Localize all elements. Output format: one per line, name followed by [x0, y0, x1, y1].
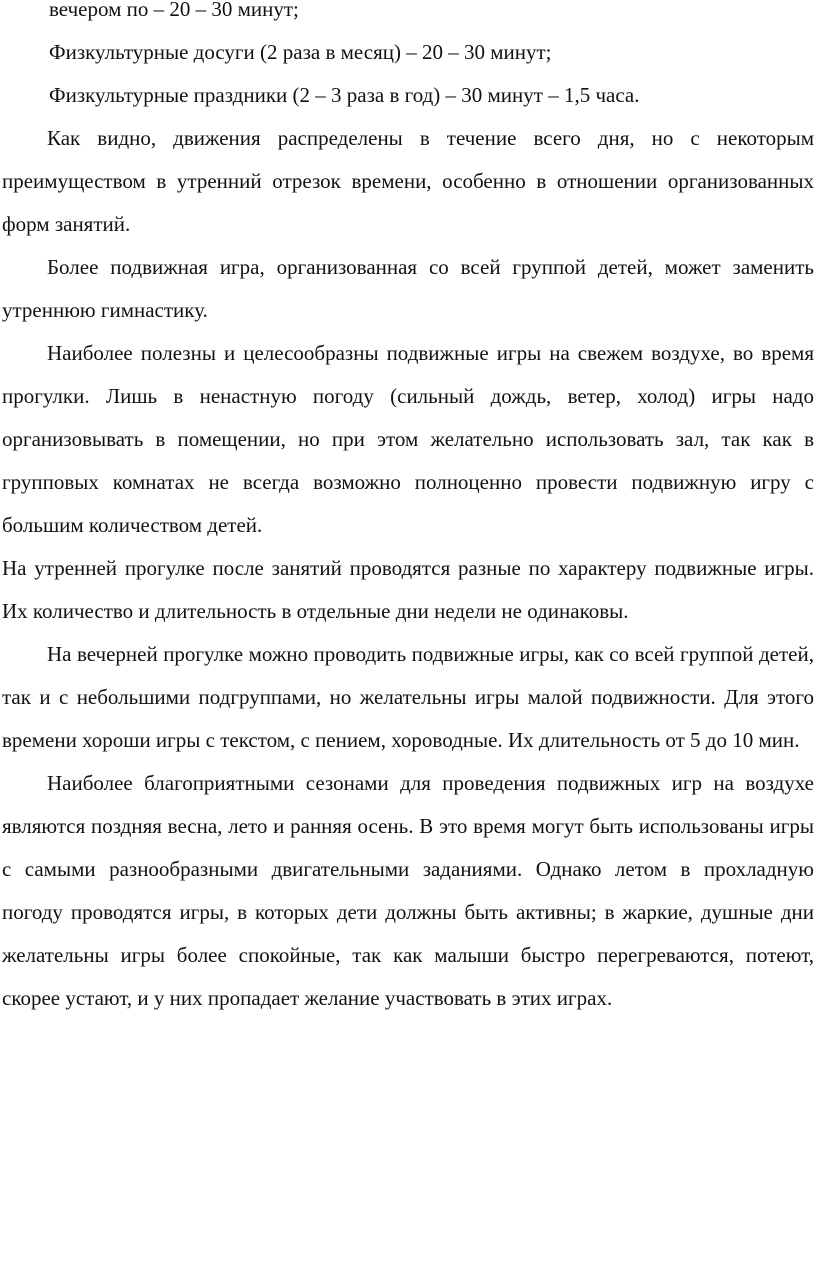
paragraph-outdoor-games: Наиболее полезны и целесообразны подвижные игры на свежем воздухе, во время прогулки. Лишь в ненастную погоду (сильный дождь, ветер, холод) игры надо организовывать в помещении, но при этом желательно использовать зал, так как в групповых комнатах не всегда возможно полноценно провести подвижную игру с большим количеством детей. [2, 341, 814, 537]
paragraph-seasons: Наиболее благоприятными сезонами для проведения подвижных игр на воздухе являются поздняя весна, лето и ранняя осень. В это время могут быть использованы игры с самыми разнообразными двигательными заданиями. Однако летом в прохладную погоду проводятся игры, в которых дети должны быть активны; в жаркие, душные дни желательны игры более спокойные, так как малыши быстро перегреваются, потеют, скорее устают, и у них пропадает желание участвовать в этих играх. [2, 771, 814, 1010]
list-line-leisure: Физкультурные досуги (2 раза в месяц) – 20 – 30 минут; [49, 40, 552, 64]
list-line-holidays: Физкультурные праздники (2 – 3 раза в год) – 30 минут – 1,5 часа. [49, 83, 640, 107]
list-line-evening: вечером по – 20 – 30 минут; [49, 0, 299, 21]
paragraph-morning-walk: На утренней прогулке после занятий проводятся разные по характеру подвижные игры. Их количество и длительность в отдельные дни недели не одинаковы. [2, 556, 814, 623]
paragraph-evening-walk: На вечерней прогулке можно проводить подвижные игры, как со всей группой детей, так и с небольшими подгруппами, но желательны игры малой подвижности. Для этого времени хороши игры с текстом, с пением, хороводные. Их длительность от 5 до 10 мин. [2, 642, 814, 752]
paragraph-movement-distribution: Как видно, движения распределены в течение всего дня, но с некоторым преимуществом в утренний отрезок времени, особенно в отношении организованных форм занятий. [2, 126, 814, 236]
paragraph-active-game: Более подвижная игра, организованная со всей группой детей, может заменить утреннюю гимнастику. [2, 255, 814, 322]
